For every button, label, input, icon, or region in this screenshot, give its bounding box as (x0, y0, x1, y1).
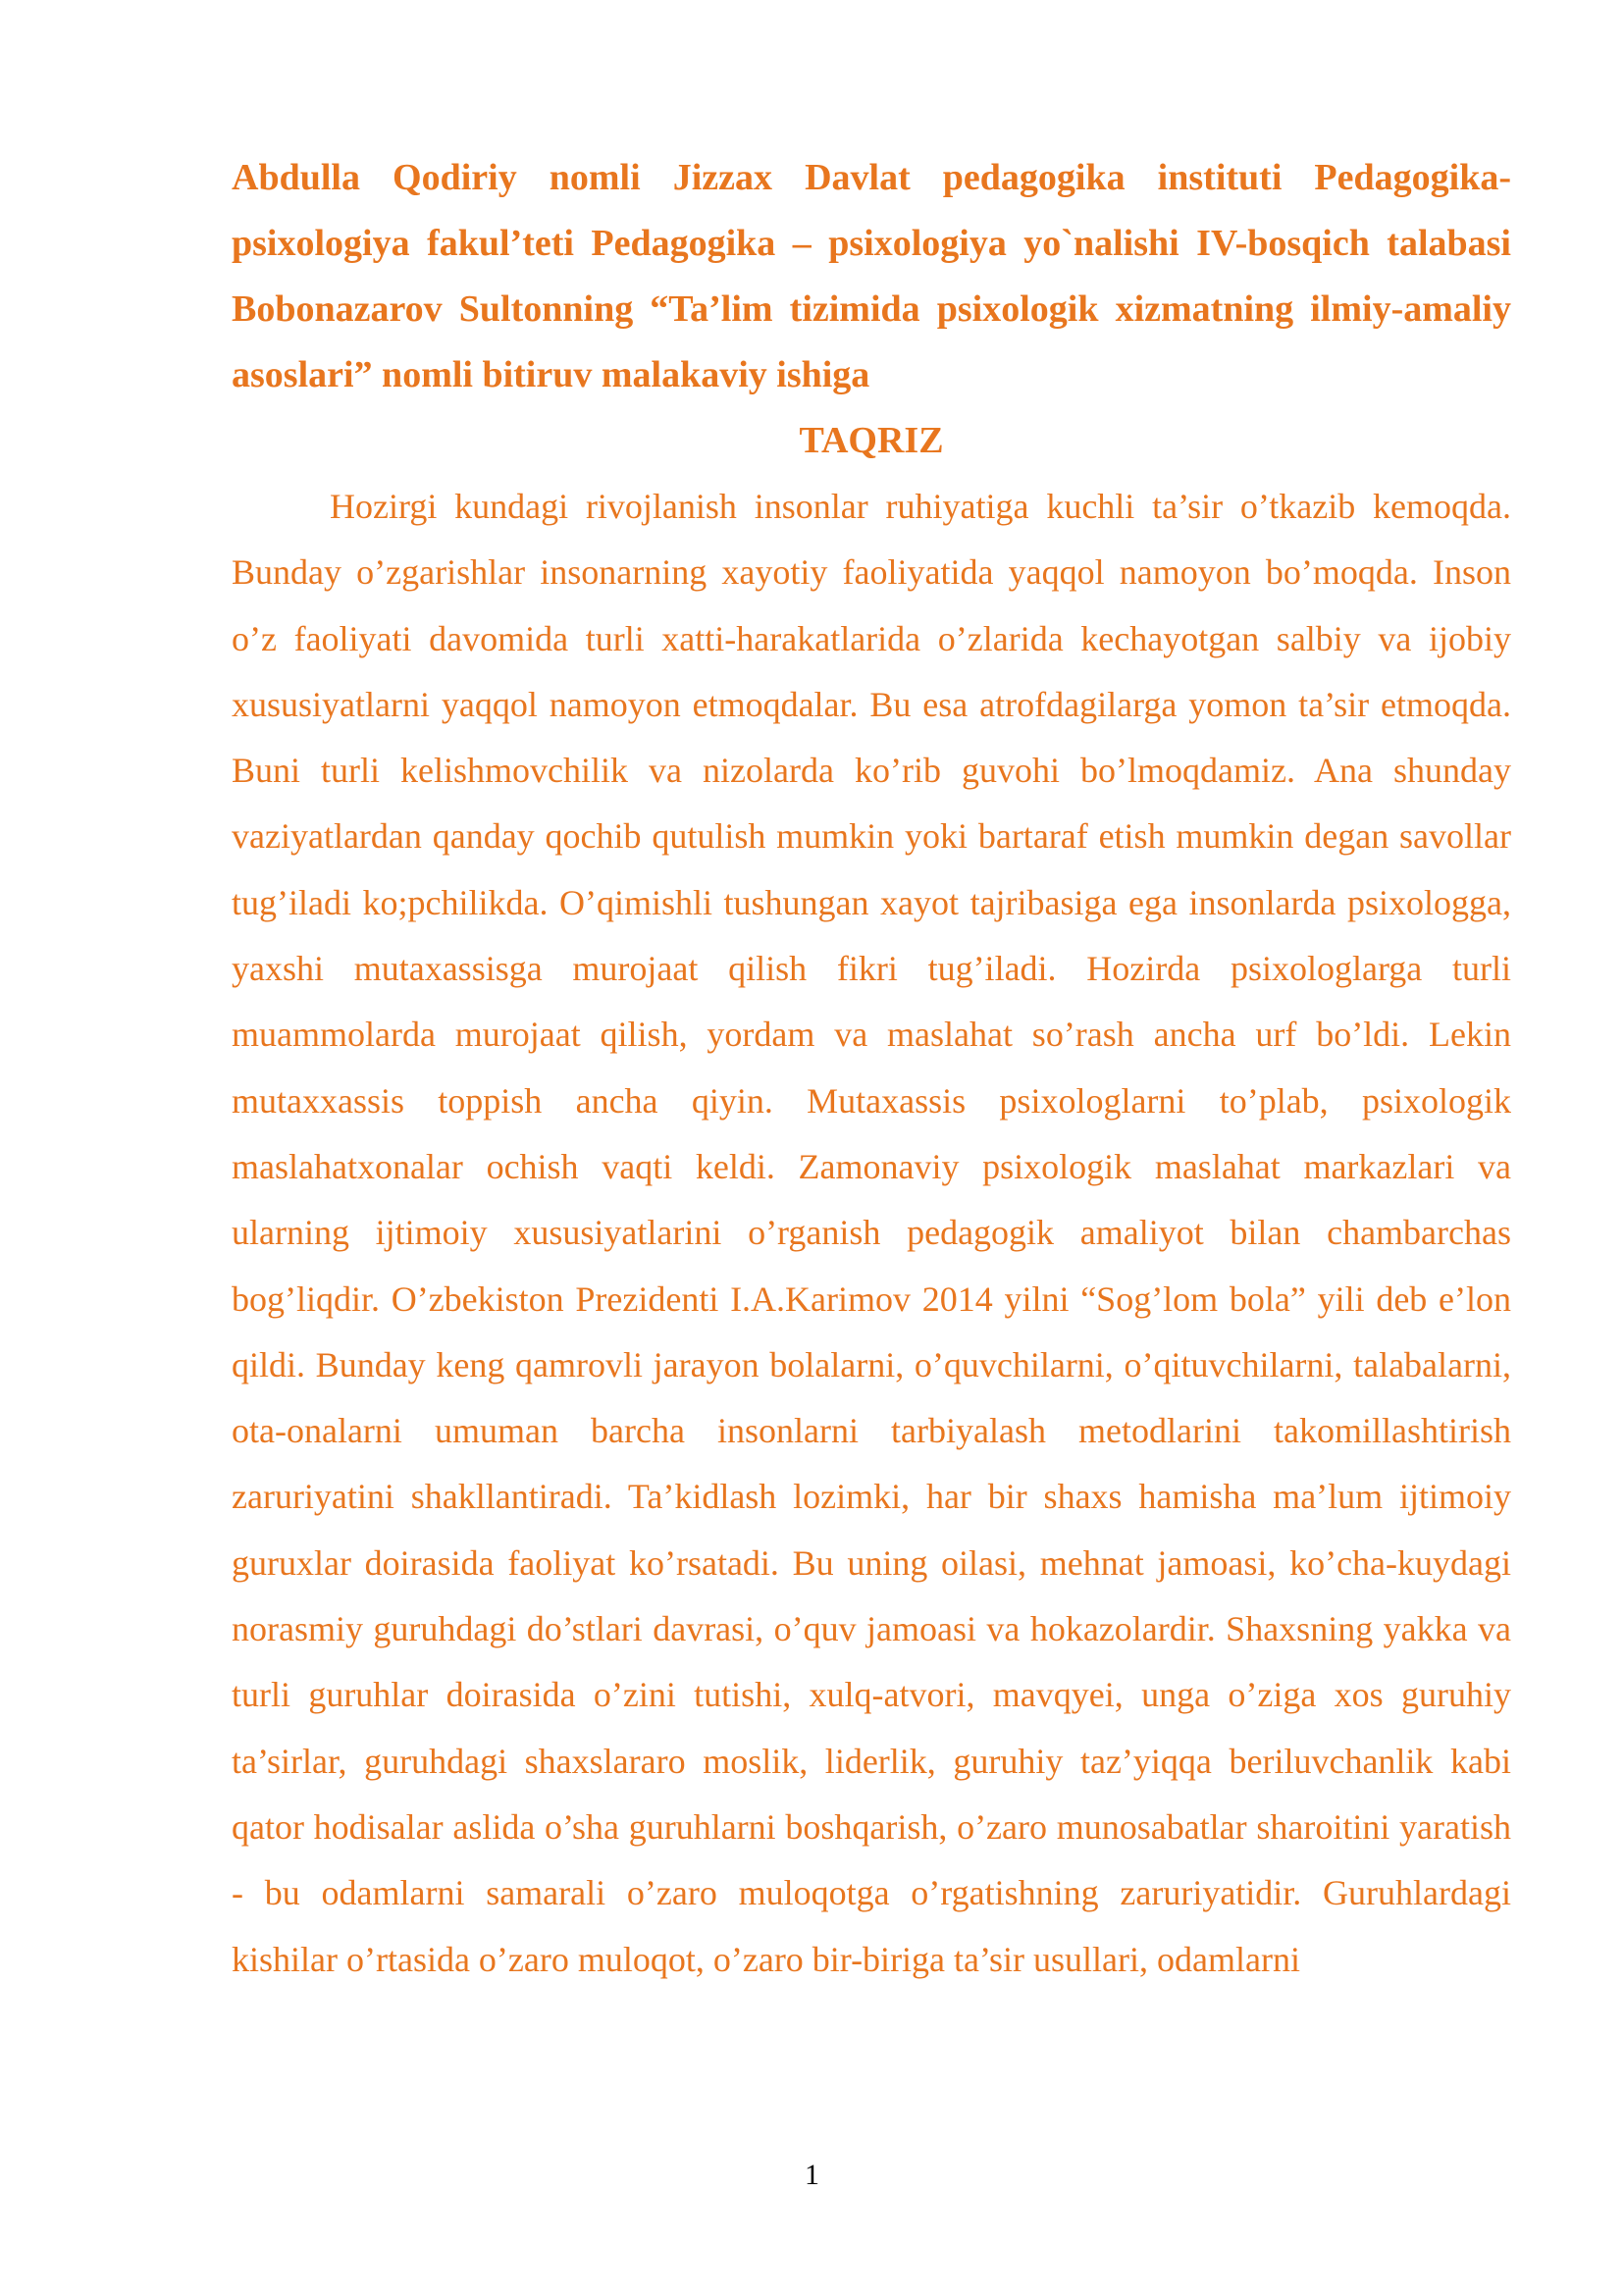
document-body-paragraph: Hozirgi kundagi rivojlanish insonlar ruhiyatiga kuchli ta’sir o’tkazib kemoqda. Bunday o’zgarishlar insonarning xayotiy faoliyatida yaqqol namoyon bo’moqda. Inson o’z faoliyati davomida turli xatti-harakatlarida o’zlarida kechayotgan salbiy va ijobiy xususiyatlarni yaqqol namoyon etmoqdalar. Bu esa atrofdagilarga yomon ta’sir etmoqda. Buni turli kelishmovchilik va nizolarda ko’rib guvohi bo’lmoqdamiz. Ana shunday vaziyatlardan qanday qochib qutulish mumkin yoki bartaraf etish mumkin degan savollar tug’iladi ko;pchilikda. O’qimishli tushungan xayot tajribasiga ega insonlarda psixologga, yaxshi mutaxassisga murojaat qilish fikri tug’iladi. Hozirda psixologlarga turli muammolarda murojaat qilish, yordam va maslahat so’rash ancha urf bo’ldi. Lekin mutaxxassis toppish ancha qiyin. Mutaxassis psixologlarni to’plab, psixologik maslahatxonalar ochish vaqti keldi. Zamonaviy psixologik maslahat markazlari va ularning ijtimoiy xususiyatlarini o’rganish pedagogik amaliyot bilan chambarchas bog’liqdir. O’zbekiston Prezidenti I.A.Karimov 2014 yilni “Sog’lom bola” yili deb e’lon qildi. Bunday keng qamrovli jarayon bolalarni, o’quvchilarni, o’qituvchilarni, talabalarni, ota-onalarni umuman barcha insonlarni tarbiyalash metodlarini takomillashtirish zaruriyatini shakllantiradi. Ta’kidlash lozimki, har bir shaxs hamisha ma’lum ijtimoiy guruxlar doirasida faoliyat ko’rsatadi. Bu uning oilasi, mehnat jamoasi, ko’cha-kuydagi norasmiy guruhdagi do’stlari davrasi, o’quv jamoasi va hokazolardir. Shaxsning yakka va turli guruhlar doirasida o’zini tutishi, xulq-atvori, mavqyei, unga o’ziga xos guruhiy ta’sirlar, guruhdagi shaxslararo moslik, liderlik, guruhiy taz’yiqqa beriluvchanlik kabi qator hodisalar aslida o’sha guruhlarni boshqarish, o’zaro munosabatlar sharoitini yaratish - bu odamlarni samarali o’zaro muloqotga o’rgatishning zaruriyatidir. Guruhlardagi kishilar o’rtasida o’zaro muloqot, o’zaro bir-biriga ta’sir usullari, odamlarni (232, 487, 1511, 1979)
document-heading: Abdulla Qodiriy nomli Jizzax Davlat pedagogika instituti Pedagogika-psixologiya fakul’teti Pedagogika – psixologiya yo`nalishi IV-bosqich talabasi Bobonazarov Sultonning “Ta’lim tizimida psixologik xizmatning ilmiy-amaliy asoslari” nomli bitiruv malakaviy ishiga (232, 157, 1511, 395)
page-number: 1 (805, 2159, 819, 2191)
document-title: TAQRIZ (799, 420, 944, 461)
document-content (232, 145, 1511, 1993)
